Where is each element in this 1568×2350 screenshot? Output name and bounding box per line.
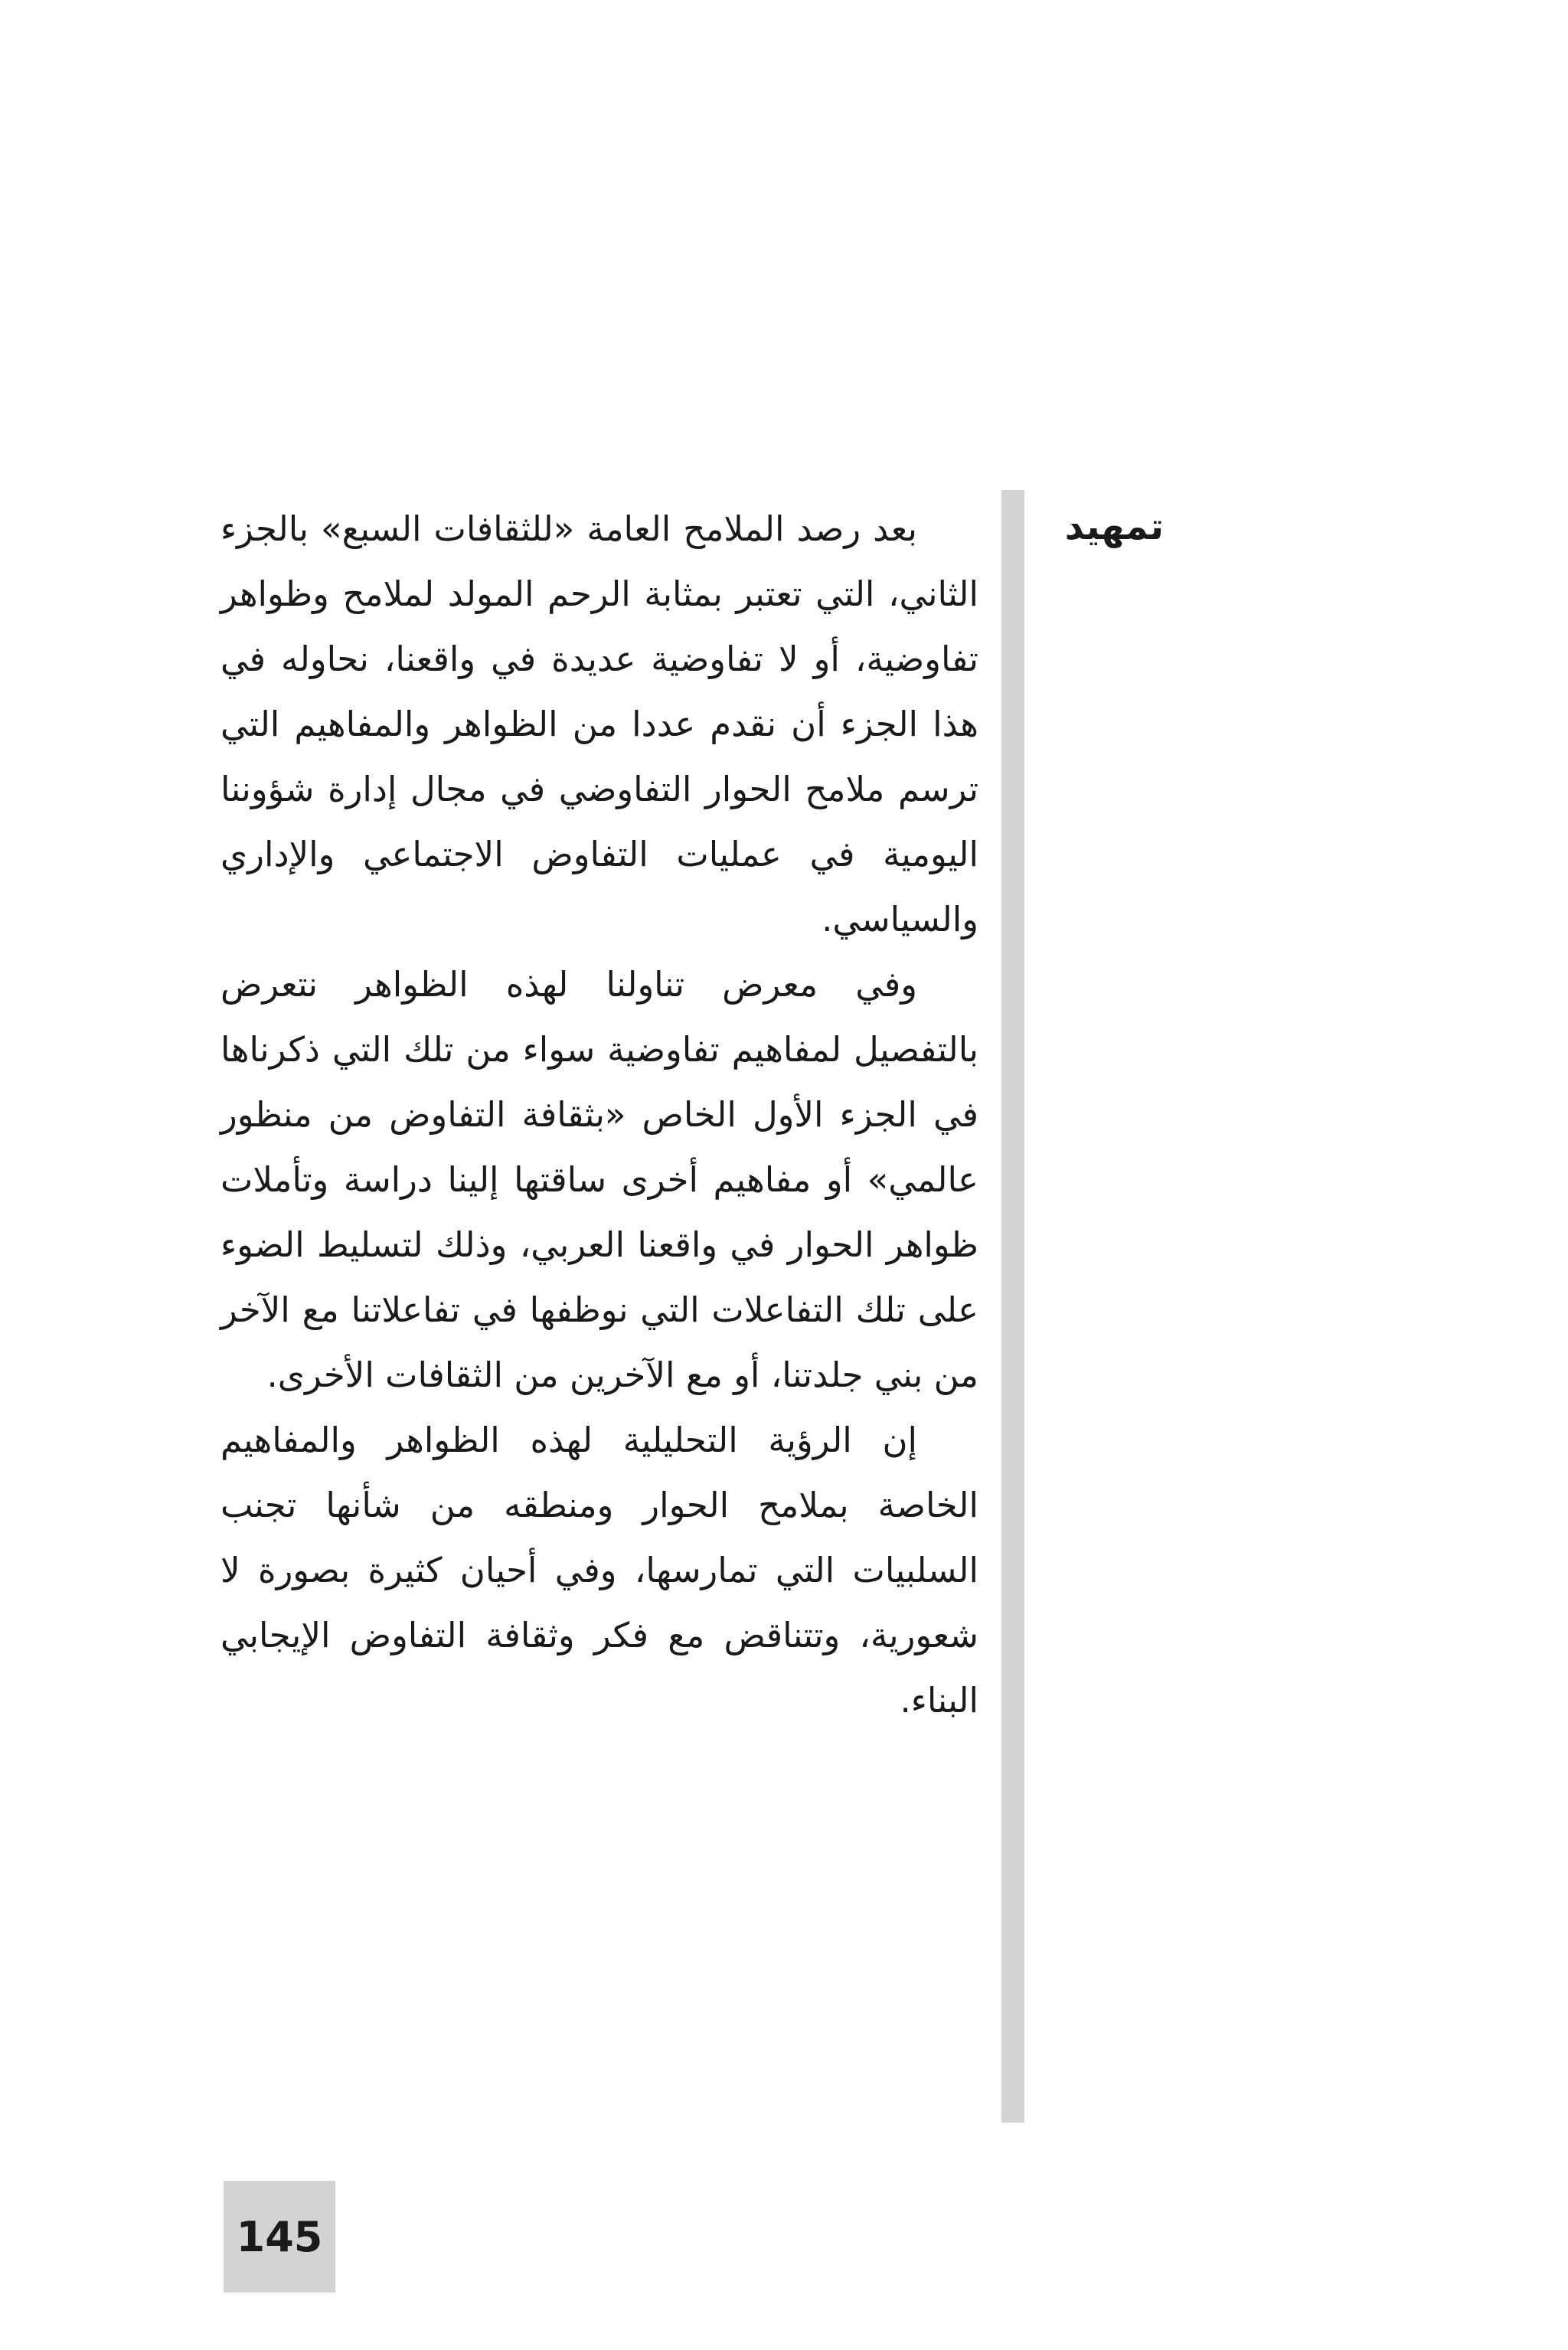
paragraph-2: وفي معرض تناولنا لهذه الظواهر نتعرض بالتفصيل لمفاهيم تفاوضية سواء من تلك التي ذكرناها في الجزء الأول الخاص «بثقافة التفاوض من منظور عالمي» أو مفاهيم أخرى ساقتها إلينا دراسة وتأملات ظواهر الحوار في واقعنا العربي، وذلك لتسليط الضوء على تلك التفاعلات التي نوظفها في تفاعلاتنا مع الآخر من بني جلدتنا، أو مع الآخرين من الثقافات الأخرى. <box>220 964 978 1395</box>
body-text <box>220 496 978 1733</box>
vertical-divider <box>1001 490 1024 2123</box>
page-number-box <box>224 2181 335 2293</box>
page-number: 145 <box>236 2212 323 2261</box>
section-heading: تمهيد <box>1064 505 1164 548</box>
paragraph-3: إن الرؤية التحليلية لهذه الظواهر والمفاهيم الخاصة بملامح الحوار ومنطقه من شأنها تجنب السلبيات التي تمارسها، وفي أحيان كثيرة بصورة لا شعورية، وتتناقض مع فكر وثقافة التفاوض الإيجابي البناء. <box>220 1420 978 1721</box>
paragraph-1: بعد رصد الملامح العامة «للثقافات السبع» بالجزء الثاني، التي تعتبر بمثابة الرحم المولد لملامح وظواهر تفاوضية، أو لا تفاوضية عديدة في واقعنا، نحاوله في هذا الجزء أن نقدم عددا من الظواهر والمفاهيم التي ترسم ملامح الحوار التفاوضي في مجال إدارة شؤوننا اليومية في عمليات التفاوض الاجتماعي والإداري والسياسي. <box>220 508 978 940</box>
